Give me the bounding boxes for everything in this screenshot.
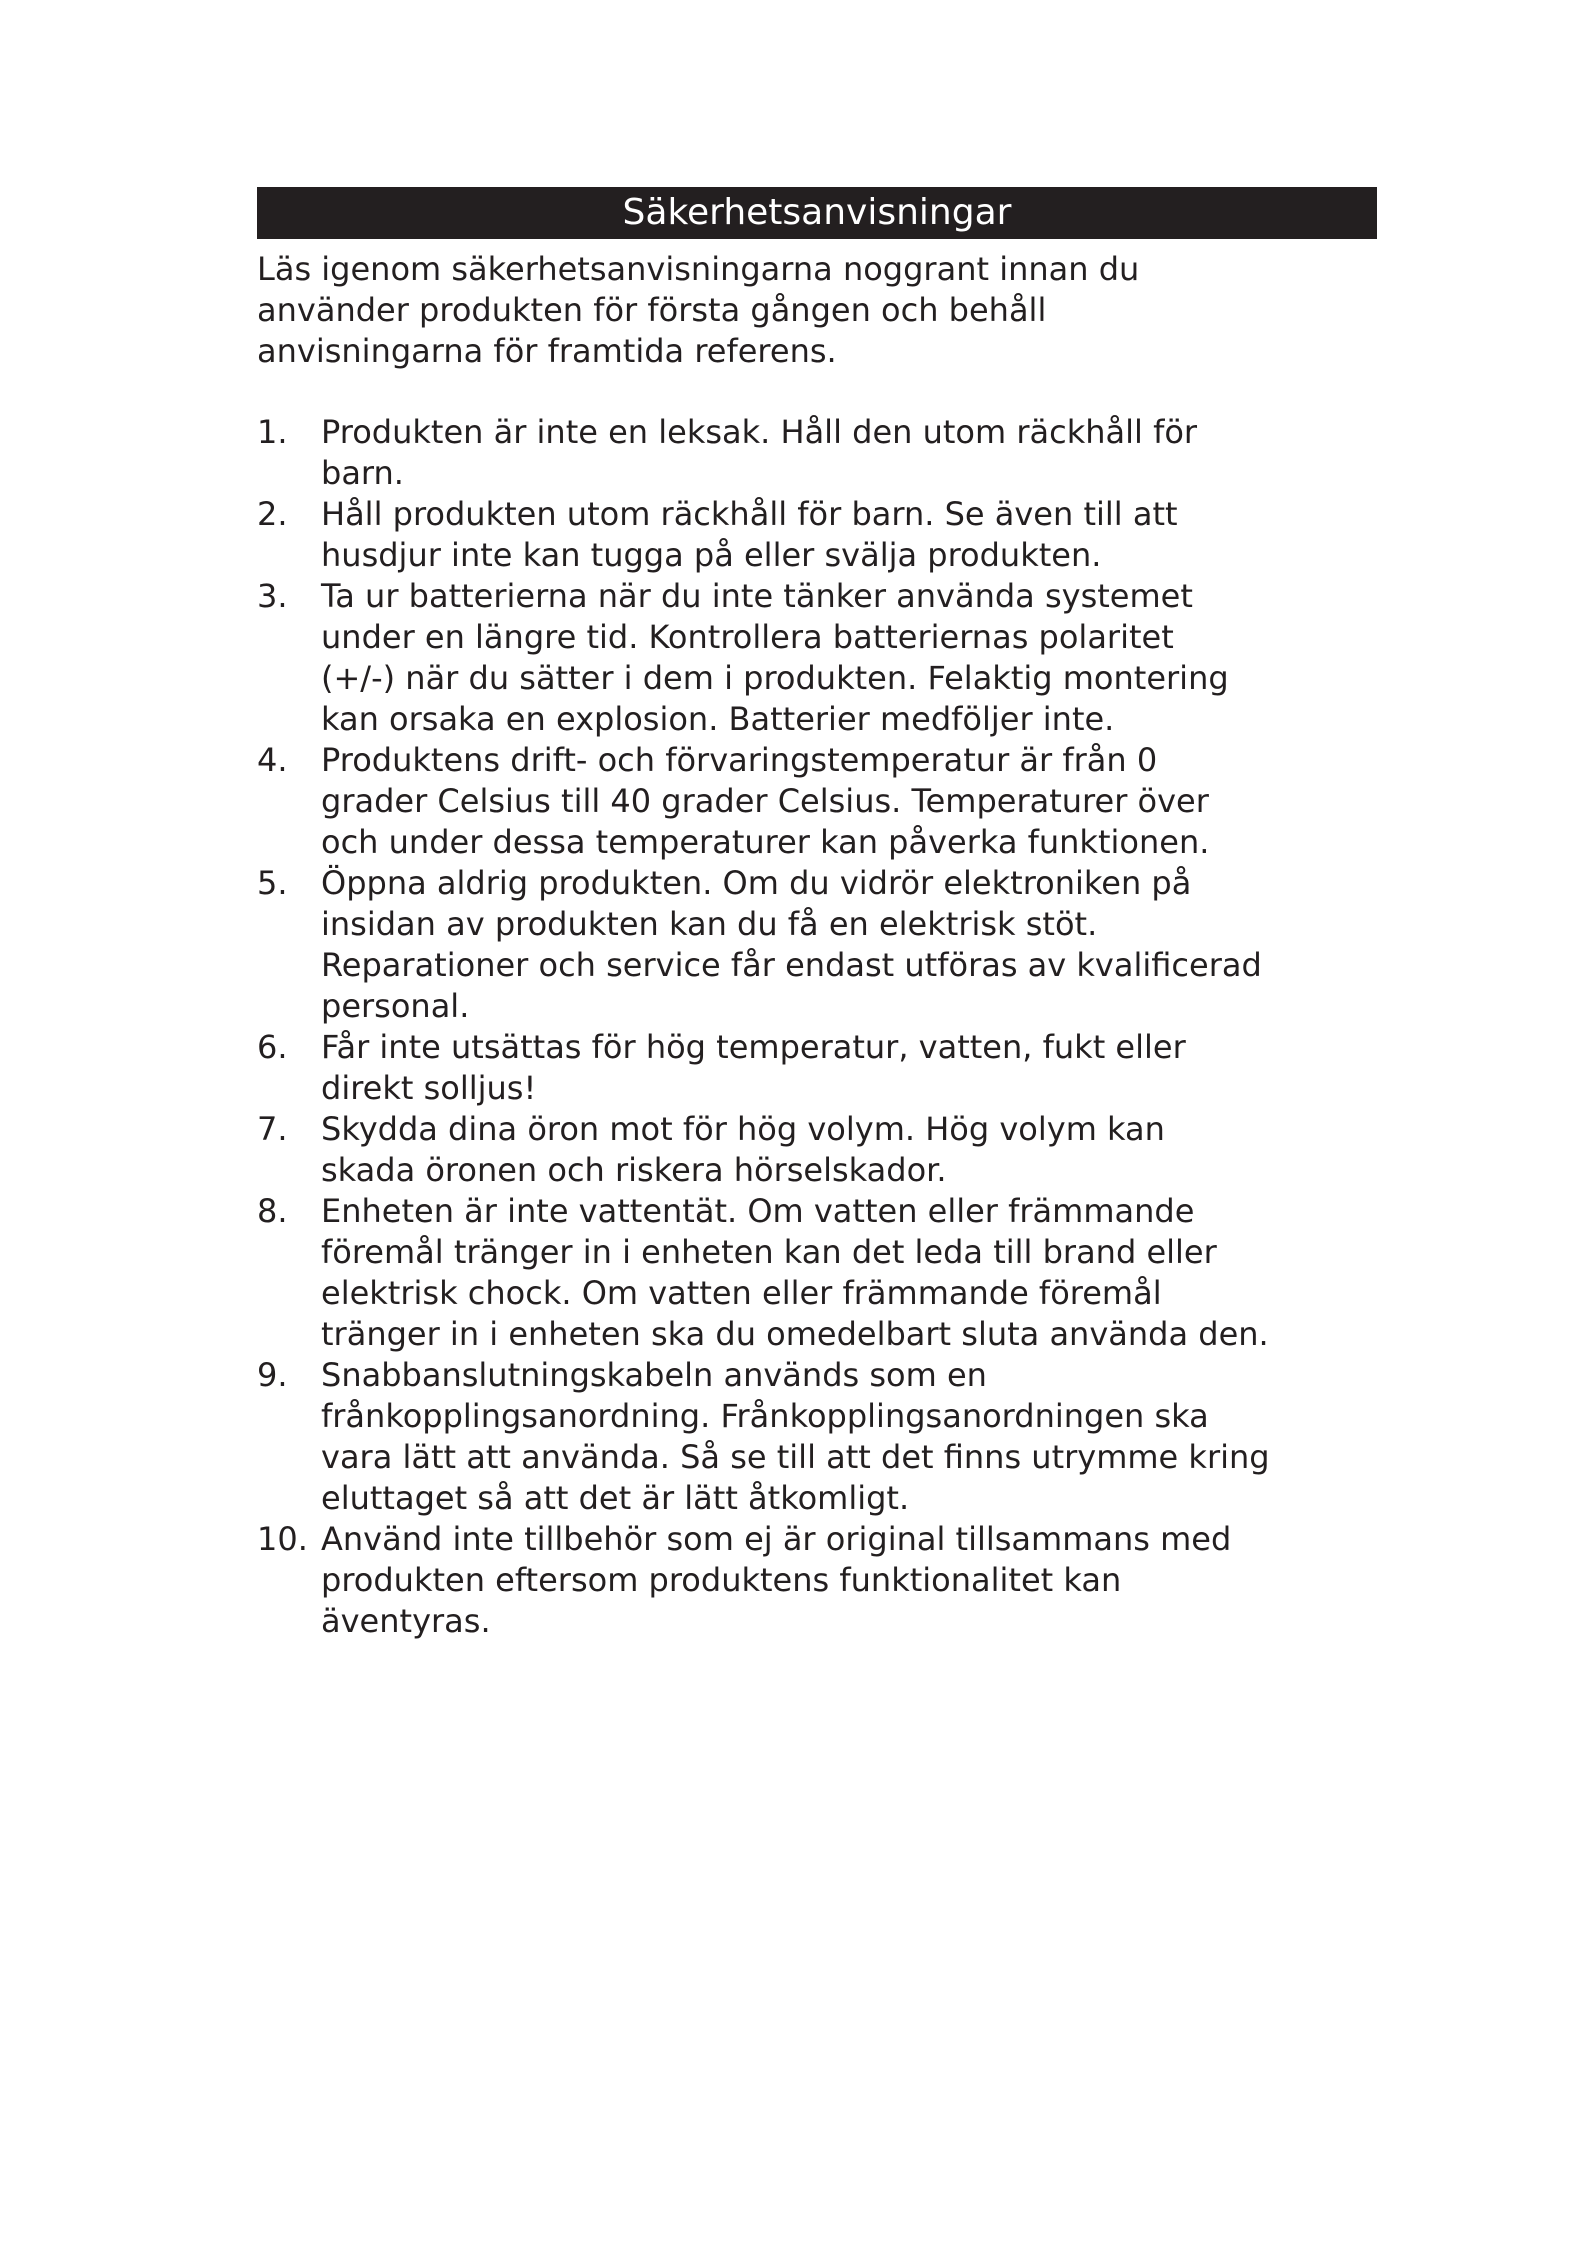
list-item-line: frånkopplingsanordning. Frånkopplingsanordningen ska xyxy=(321,1397,1209,1435)
list-item-text xyxy=(321,740,1377,863)
list-item-line: vara lätt att använda. Så se till att det finns utrymme kring xyxy=(321,1438,1270,1476)
document-page xyxy=(257,187,1377,1642)
list-item-number: 8. xyxy=(257,1192,288,1230)
list-item-line: skada öronen och riskera hörselskador. xyxy=(321,1151,947,1189)
list-item xyxy=(257,1027,1377,1109)
list-item-line: barn. xyxy=(321,454,404,492)
list-item-line: Använd inte tillbehör som ej är original tillsammans med xyxy=(321,1520,1232,1558)
list-item-line: Får inte utsättas för hög temperatur, vatten, fukt eller xyxy=(321,1028,1186,1066)
list-item-number: 1. xyxy=(257,413,288,451)
list-item-line: Håll produkten utom räckhåll för barn. Se även till att xyxy=(321,495,1178,533)
list-item-text xyxy=(321,1355,1377,1519)
list-item-number: 4. xyxy=(257,741,288,779)
list-item-line: husdjur inte kan tugga på eller svälja produkten. xyxy=(321,536,1102,574)
list-item-line: insidan av produkten kan du få en elektrisk stöt. xyxy=(321,905,1098,943)
list-item-line: Skydda dina öron mot för hög volym. Hög volym kan xyxy=(321,1110,1165,1148)
list-item-line: Produktens drift- och förvaringstemperatur är från 0 xyxy=(321,741,1158,779)
list-item-line: och under dessa temperaturer kan påverka funktionen. xyxy=(321,823,1210,861)
list-item-text xyxy=(321,1027,1377,1109)
list-item-text xyxy=(321,494,1377,576)
list-item-number: 6. xyxy=(257,1028,288,1066)
list-item-line: produkten eftersom produktens funktionalitet kan xyxy=(321,1561,1122,1599)
list-item-line: Snabbanslutningskabeln används som en xyxy=(321,1356,987,1394)
list-item xyxy=(257,412,1377,494)
list-item-line: Ta ur batterierna när du inte tänker använda systemet xyxy=(321,577,1193,615)
list-item-line: personal. xyxy=(321,987,470,1025)
safety-instructions-list xyxy=(257,412,1377,1642)
list-item-number: 9. xyxy=(257,1356,288,1394)
list-item-line: direkt solljus! xyxy=(321,1069,537,1107)
list-item-line: föremål tränger in i enheten kan det leda till brand eller xyxy=(321,1233,1217,1271)
list-item-line: Produkten är inte en leksak. Håll den utom räckhåll för xyxy=(321,413,1198,451)
section-title: Säkerhetsanvisningar xyxy=(622,192,1012,233)
list-item-text xyxy=(321,863,1377,1027)
list-item-line: äventyras. xyxy=(321,1602,491,1640)
list-item-number: 7. xyxy=(257,1110,288,1148)
list-item-line: grader Celsius till 40 grader Celsius. Temperaturer över xyxy=(321,782,1209,820)
intro-paragraph xyxy=(257,249,1317,372)
list-item xyxy=(257,1191,1377,1355)
list-item-text xyxy=(321,1191,1377,1355)
list-item-line: kan orsaka en explosion. Batterier medföljer inte. xyxy=(321,700,1115,738)
list-item xyxy=(257,576,1377,740)
list-item-number: 5. xyxy=(257,864,288,902)
list-item xyxy=(257,863,1377,1027)
list-item xyxy=(257,1519,1377,1642)
intro-line: Läs igenom säkerhetsanvisningarna noggrant innan du xyxy=(257,250,1140,288)
intro-line: anvisningarna för framtida referens. xyxy=(257,332,837,370)
list-item-text xyxy=(321,1109,1377,1191)
list-item xyxy=(257,740,1377,863)
list-item-line: under en längre tid. Kontrollera batteriernas polaritet xyxy=(321,618,1174,656)
list-item-line: (+/-) när du sätter i dem i produkten. Felaktig montering xyxy=(321,659,1229,697)
intro-line: använder produkten för första gången och behåll xyxy=(257,291,1047,329)
list-item-text xyxy=(321,412,1377,494)
list-item-line: elektrisk chock. Om vatten eller främmande föremål xyxy=(321,1274,1162,1312)
list-item-line: Enheten är inte vattentät. Om vatten eller främmande xyxy=(321,1192,1195,1230)
list-item-number: 10. xyxy=(257,1520,308,1558)
list-item-number: 2. xyxy=(257,495,288,533)
list-item-line: eluttaget så att det är lätt åtkomligt. xyxy=(321,1479,910,1517)
list-item-line: tränger in i enheten ska du omedelbart sluta använda den. xyxy=(321,1315,1269,1353)
list-item xyxy=(257,494,1377,576)
list-item xyxy=(257,1109,1377,1191)
section-header-bar xyxy=(257,187,1377,239)
list-item-number: 3. xyxy=(257,577,288,615)
list-item-line: Öppna aldrig produkten. Om du vidrör elektroniken på xyxy=(321,864,1192,902)
list-item xyxy=(257,1355,1377,1519)
list-item-line: Reparationer och service får endast utföras av kvalificerad xyxy=(321,946,1262,984)
list-item-text xyxy=(321,576,1377,740)
list-item-text xyxy=(321,1519,1377,1642)
